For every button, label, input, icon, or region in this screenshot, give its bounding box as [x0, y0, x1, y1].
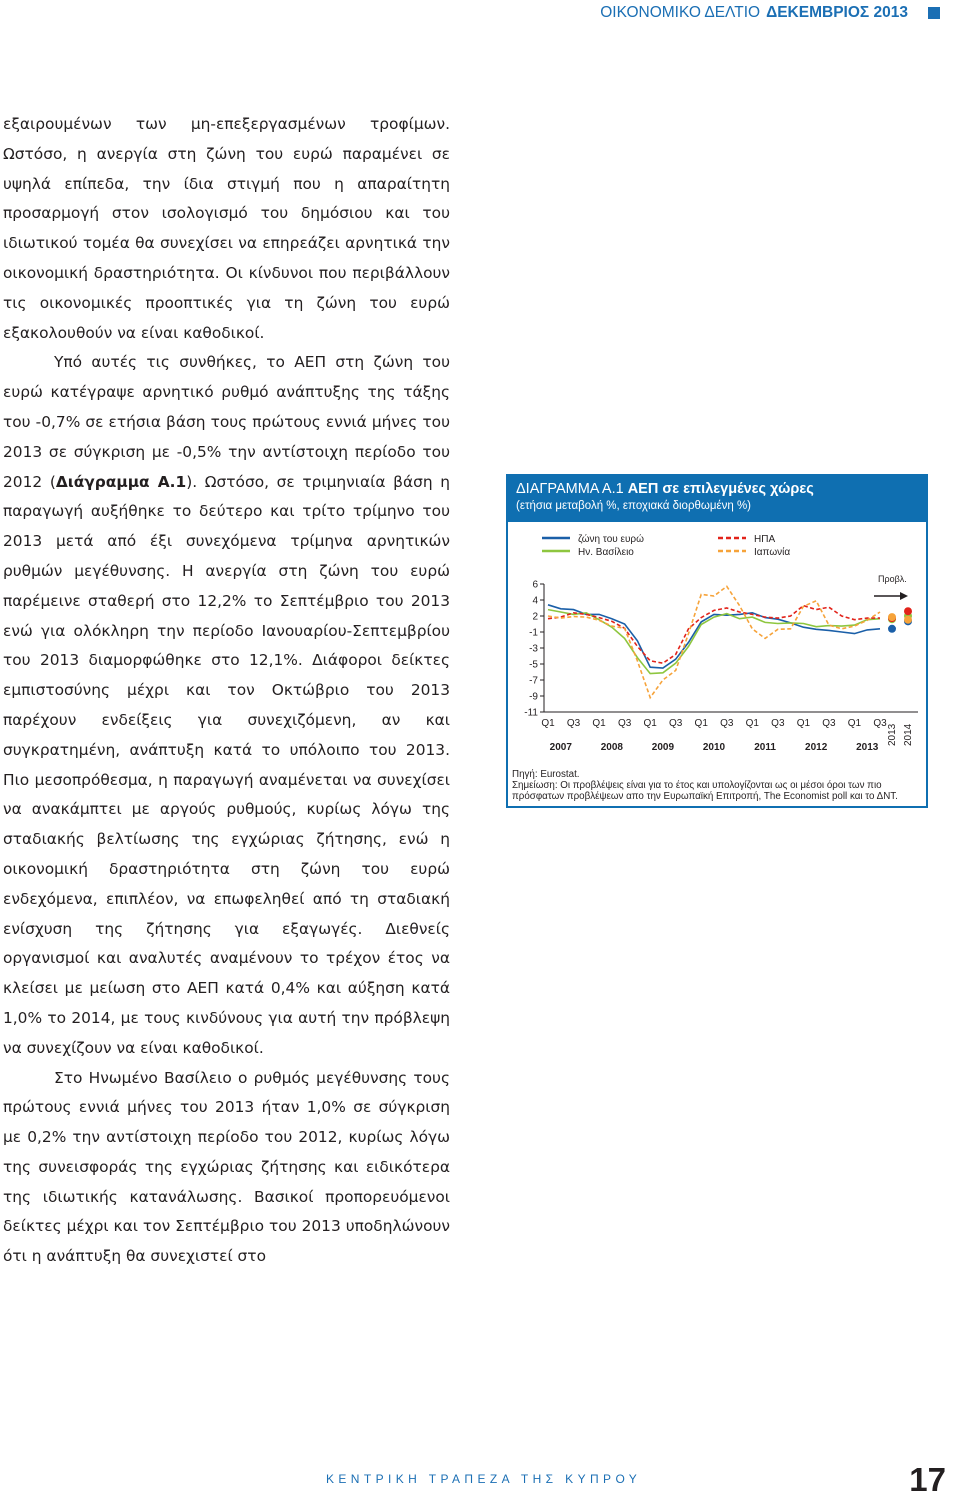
forecast-label: Προβλ.: [878, 574, 907, 584]
header-square-icon: [928, 7, 940, 19]
text-column: [3, 110, 450, 1272]
forecast-point: [888, 625, 896, 633]
x-tick-label: Q3: [669, 718, 683, 729]
legend-label: ζώνη του ευρώ: [578, 534, 644, 545]
forecast-point: [904, 607, 912, 615]
x-tick-label: Q1: [643, 718, 657, 729]
series-line: [548, 586, 880, 697]
x-year-label: 2011: [754, 742, 776, 753]
x-tick-label: Q3: [617, 718, 632, 729]
x-tick-label: Q3: [720, 718, 734, 729]
chart-title: ΑΕΠ σε επιλεγμένες χώρες: [627, 481, 814, 497]
publication-title: ΟΙΚΟΝΟΜΙΚΟ ΔΕΛΤΙΟ: [600, 4, 761, 21]
x-tick-label: Q3: [771, 718, 785, 729]
forecast-point: [904, 616, 912, 624]
series-line: [548, 605, 880, 668]
x-tick-label: Q3: [873, 718, 887, 729]
legend-label: ΗΠΑ: [754, 534, 776, 545]
legend-label: Ην. Βασίλειο: [578, 547, 634, 558]
y-tick-label: -11: [524, 707, 538, 719]
chart-area: [508, 522, 926, 766]
x-year-label: 2008: [600, 742, 623, 753]
x-year-label: 2009: [651, 742, 675, 753]
chart-header: [508, 476, 926, 510]
footer-bank-name: ΚΕΝΤΡΙΚΗ ΤΡΑΠΕΖΑ ΤΗΣ ΚΥΠΡΟΥ: [326, 1472, 642, 1486]
forecast-arrow-head: [900, 592, 908, 600]
y-tick-label: -9: [529, 691, 538, 703]
x-tick-label: Q1: [541, 718, 555, 729]
chart-label: ΔΙΑΓΡΑΜΜΑ Α.1: [516, 481, 624, 497]
page-header: [600, 0, 940, 26]
x-year-label: 2012: [805, 742, 828, 753]
paragraph-3: Στο Ηνωμένο Βασίλειο ο ρυθμός μεγέθυνσης τους πρώτους εννιά μήνες του 2013 ήταν 1,0% σε σύγκριση με 0,2% την αντίστοιχη περίοδο του 2012, κυρίως λόγω της συνεισφοράς της εγχώριας ζήτησης και ειδικότερα της ιδιωτικής κατανάλωσης. Βασικοί προπορευόμενοι δείκτες μέχρι και τον Σεπτέμβριο του 2013 υποδηλώνουν ότι η ανάπτυξη θα συνεχιστεί στο: [3, 1068, 450, 1266]
gdp-line-chart: [508, 522, 926, 766]
figure-reference[interactable]: Διάγραμμα Α.1: [55, 472, 187, 491]
paragraph-1: εξαιρουμένων των μη-επεξεργασμένων τροφίμων. Ωστόσο, η ανεργία στη ζώνη του ευρώ παραμένει σε υψηλά επίπεδα, την ίδια στιγμή που η απαραίτητη προσαρμογή στον ισολογισμό του δημόσιου και του ιδιωτικού τομέα θα συνεχίσει να επηρεάζει αρνητικά την οικονομική δραστηριότητα. Οι κίνδυνοι που περιβάλλουν τις οικονομικές προοπτικές για τη ζώνη του ευρώ εξακολουθούν να είναι καθοδικοί.: [3, 115, 450, 342]
x-tick-label: Q1: [745, 718, 759, 729]
legend-label: Ιαπωνία: [754, 547, 791, 558]
y-tick-label: 6: [532, 579, 538, 591]
y-tick-label: 2: [532, 611, 538, 623]
x-tick-label: Q1: [847, 718, 862, 729]
y-tick-label: 4: [532, 595, 538, 607]
series-line: [548, 610, 880, 674]
y-tick-label: -5: [529, 659, 538, 671]
paragraph-2: Υπό αυτές τις συνθήκες, το ΑΕΠ στη ζώνη του ευρώ κατέγραψε αρνητικό ρυθμό ανάπτυξης της τάξης του -0,7% σε ετήσια βάση τους πρώτους εννιά μήνες του 2013 σε σύγκριση με -0,5% την αντίστοιχη περίοδο του 2012 (Διάγραμμα Α.1). Ωστόσο, σε τριμηνιαία βάση η παραγωγή αυξήθηκε το δεύτερο και τρίτο τρίμηνο του 2013 μετά από έξι συνεχόμενα τρίμηνα αρνητικών ρυθμών μεγέθυνσης. Η ανεργία στη ζώνη του ευρώ παρέμεινε σταθερή στο 12,2% το Σεπτέμβριο του 2013 ενώ για ολόκληρη την περίοδο Ιανουαρίου-Σεπτεμβρίου του 2013 διαμορφώθηκε στο 12,1%. Διάφοροι δείκτες εμπιστοσύνης μέχρι και τον Οκτώβριο του 2013 παρέχουν ενδείξεις για συνεχιζόμενη, αν και συγκρατημένη, ανάπτυξη κατά το υπόλοιπο του 2013. Πιο μεσοπρόθεσμα, η παραγωγή αναμένεται να συνεχίσει να ανακάμπτει με αργούς ρυθμούς, κυρίως λόγω της σταδιακής βελτίωσης της εγχώριας ζήτησης, ενώ η οικονομική δραστηριότητα στη ζώνη του ευρώ ενδεχόμενα, επιπλέον, να επωφεληθεί από τη σταδιακή ενίσχυση της ζήτησης για εξαγωγές. Διεθνείς οργανισμοί και αναλυτές αναμένουν το τρέχον έτος να κλείσει με μείωση στο ΑΕΠ κατά 0,4% και αύξηση κατά 1,0% το 2014, με τους κινδύνους για αυτή την πρόβλεψη να συνεχίζουν να είναι καθοδικοί.: [3, 353, 451, 1057]
y-tick-label: -7: [529, 675, 538, 687]
x-tick-label: Q3: [822, 718, 836, 729]
page-number: 17: [909, 1461, 946, 1498]
x-year-label: 2013: [856, 742, 879, 753]
forecast-year-label: 2014: [903, 723, 914, 746]
x-tick-label: Q1: [592, 718, 606, 729]
x-tick-label: Q3: [566, 718, 581, 729]
issue-date: ΔΕΚΕΜΒΡΙΟΣ 2013: [766, 4, 908, 21]
y-tick-label: -1: [529, 627, 538, 639]
chart-footnote: Σημείωση: Οι προβλέψεις είναι για το έτος και υπολογίζονται ως οι μέσοι όροι των πιο πρόσφατων προβλέψεων απο την Ευρωπαϊκή Επιτροπή, The Economist poll και το ΔΝΤ.: [512, 780, 898, 802]
x-year-label: 2007: [549, 742, 572, 753]
forecast-point: [888, 613, 896, 621]
forecast-year-label: 2013: [887, 723, 898, 746]
y-tick-label: -3: [529, 643, 538, 655]
x-tick-label: Q1: [694, 718, 708, 729]
chart-notes: [508, 766, 926, 806]
chart-source: Πηγή: Eurostat.: [512, 769, 580, 780]
x-tick-label: Q1: [796, 718, 811, 729]
chart-subtitle: (ετήσια μεταβολή %, εποχιακά διορθωμένη %): [516, 500, 752, 512]
x-year-label: 2010: [702, 742, 726, 753]
